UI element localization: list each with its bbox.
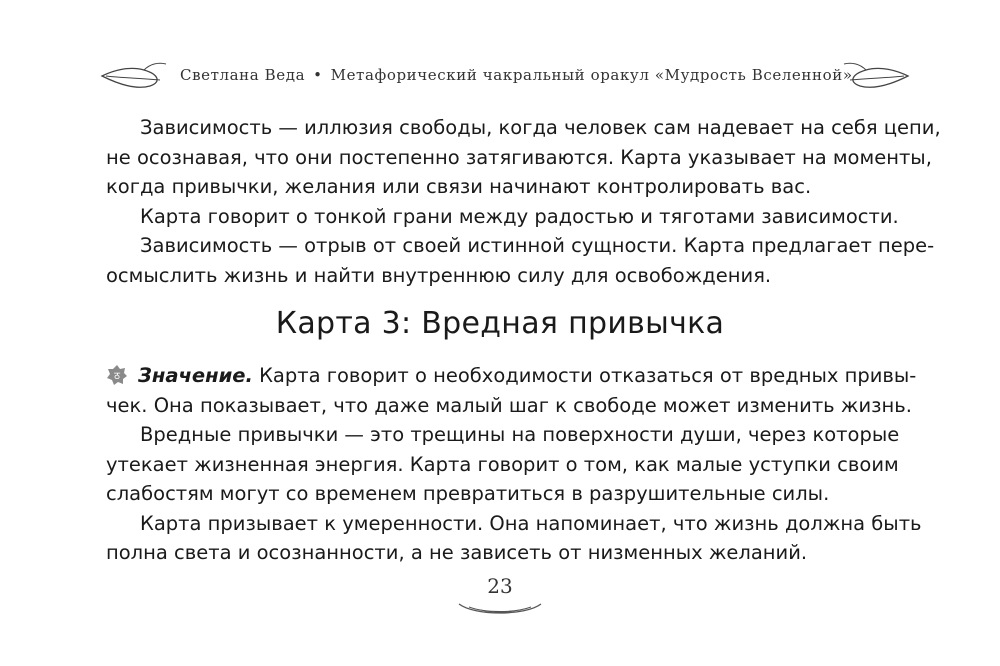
text-line: чек. Она показывает, что даже малый шаг к свободе может изменить жизнь. [106,393,912,417]
intro-text [106,113,941,290]
meaning-label: Значение. [138,364,253,387]
leaf-icon [100,60,170,90]
text-line: когда привычки, желания или связи начинают контролировать вас. [106,175,812,198]
text-line: Карта призывает к умеренности. Она напоминает, что жизнь должна быть [140,511,922,535]
paragraph [106,420,900,509]
paragraph [106,231,935,290]
header-book-title: Метафорический чакральный оракул «Мудрость Вселенной» [330,66,853,84]
text-line: Карта говорит о тонкой грани между радостью и тяготами зависимости. [140,204,899,228]
text-line: утекает жизненная энергия. Карта говорит о том, как малые уступки своим [106,452,899,476]
svg-text:ठ: ठ [114,371,120,382]
text-line: слабостям могут со временем превратиться в разрушительные силы. [106,482,830,505]
meaning-text: Карта говорит о необходимости отказаться от вредных привы- [259,364,917,387]
text-line [106,361,917,391]
leaf-icon [840,60,910,90]
text-line: осмыслить жизнь и найти внутреннюю силу для освобождения. [106,263,772,287]
text-line: полна света и осознанности, а не зависеть от низменных желаний. [106,541,808,564]
paragraph [106,113,941,202]
section-heading: Карта 3: Вредная привычка [275,306,725,341]
header-text [180,66,853,84]
paragraph [106,202,899,232]
leaf-ornament-icon [455,598,545,622]
running-header [0,56,1000,96]
header-separator: • [313,66,323,84]
text-line: Зависимость — отрыв от своей истинной сущности. Карта предлагает пере- [140,234,935,257]
text-line: Вредные привычки — это трещины на поверхности души, через которые [140,423,900,446]
chakra-symbol-icon [106,364,128,386]
header-author: Светлана Веда [180,66,306,84]
paragraph [106,509,922,568]
text-line: не осознавая, что они постепенно затягиваются. Карта указывает на моменты, [106,145,932,169]
page-number: 23 [487,574,513,598]
meaning-paragraph [106,361,917,420]
section-text [106,361,922,568]
text-line: Зависимость — иллюзия свободы, когда человек сам надевает на себя цепи, [140,116,941,139]
